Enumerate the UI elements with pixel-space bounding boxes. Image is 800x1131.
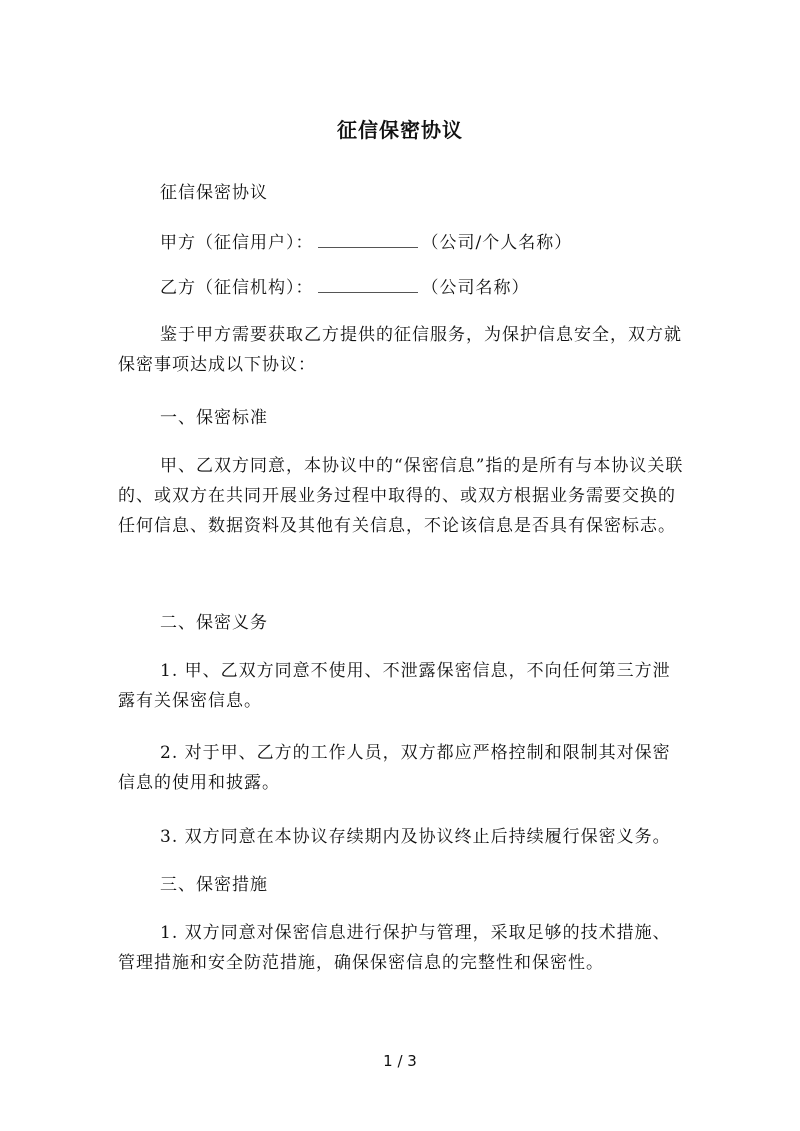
party-b-label: 乙方（征信机构）： (160, 278, 314, 298)
section3-heading: 三、保密措施 (160, 875, 268, 895)
section2-heading: 二、保密义务 (160, 613, 268, 633)
party-a-label: 甲方（征信用户）： (160, 233, 314, 253)
party-b-note: （公司名称） (421, 278, 530, 298)
party-a-blank (318, 227, 418, 248)
party-b-line (118, 272, 688, 303)
section2-item-1: 1. 甲、乙双方同意不使用、不泄露保密信息，不向任何第三方泄露有关保密信息。 (118, 661, 671, 711)
party-a-note: （公司/个人名称） (421, 233, 573, 253)
document-subtitle: 征信保密协议 (160, 183, 268, 203)
section2-item-3: 3. 双方同意在本协议存续期内及协议终止后持续履行保密义务。 (160, 827, 671, 847)
section3-item-1: 1. 双方同意对保密信息进行保护与管理，采取足够的技术措施、管理措施和安全防范措施，确保保密信息的完整性和保密性。 (118, 923, 671, 973)
section1-heading: 一、保密标准 (160, 408, 268, 428)
preamble-paragraph: 鉴于甲方需要获取乙方提供的征信服务，为保护信息安全，双方就保密事项达成以下协议： (118, 325, 682, 375)
party-a-line (118, 227, 688, 258)
section2-item-2: 2. 对于甲、乙方的工作人员，双方都应严格控制和限制其对保密信息的使用和披露。 (118, 743, 671, 793)
section1-paragraph: 甲、乙双方同意，本协议中的“保密信息”指的是所有与本协议关联的、或双方在共同开展业务过程中取得的、或双方根据业务需要交换的任何信息、数据资料及其他有关信息，不论该信息是否具有保密标志。 (118, 456, 684, 536)
page-indicator: 1 / 3 (383, 1052, 417, 1070)
document-title: 征信保密协议 (337, 118, 463, 142)
party-b-blank (318, 272, 418, 293)
